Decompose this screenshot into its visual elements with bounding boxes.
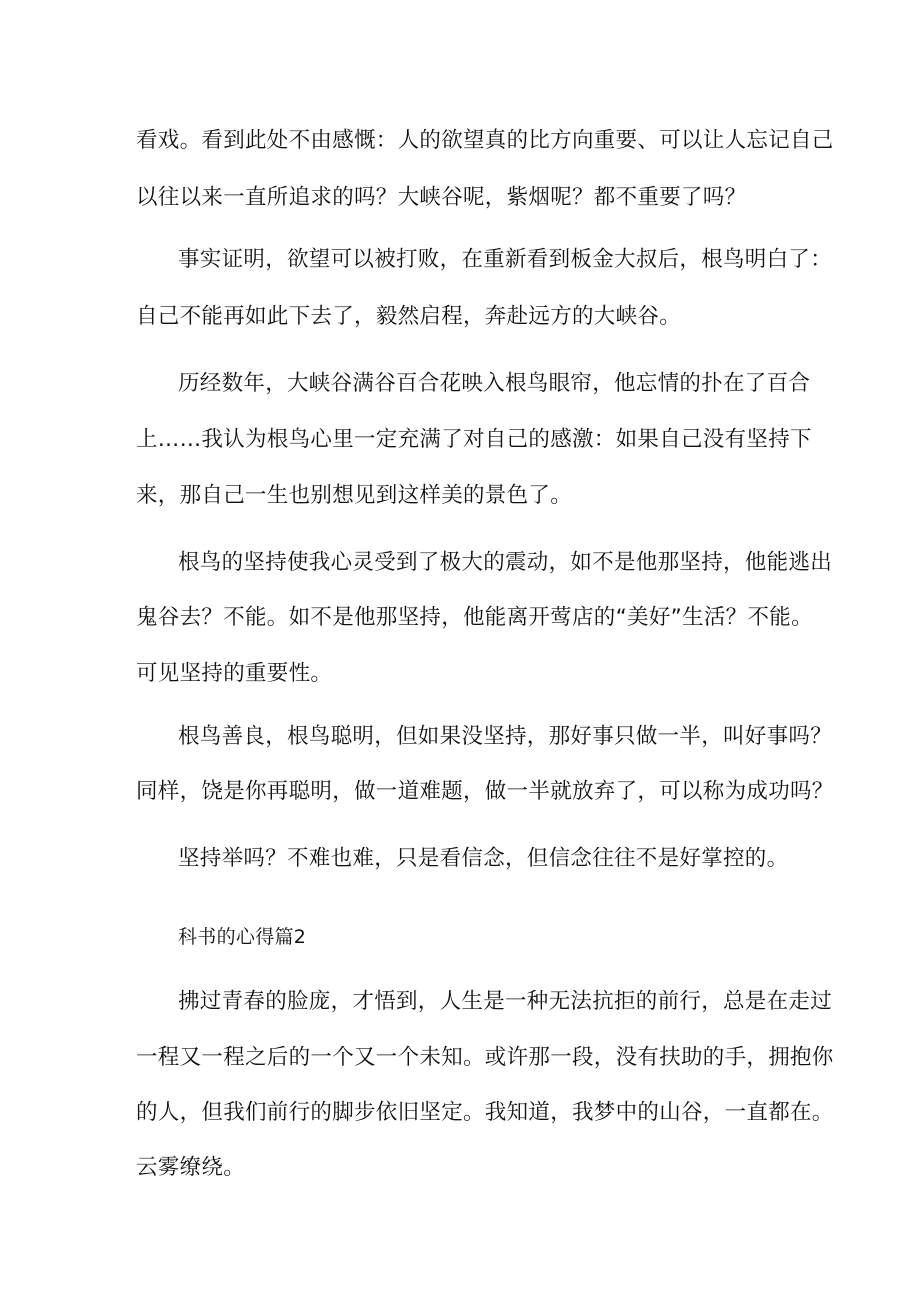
- closing-paragraph-line-4: 云雾缭绕。: [136, 1155, 246, 1180]
- paragraph-6-line-1: 坚持举吗？不难也难，只是看信念，但信念往往不是好掌控的。: [178, 846, 789, 871]
- paragraph-1-line-1: 看戏。看到此处不由感慨：人的欲望真的比方向重要、可以让人忘记自己: [136, 128, 834, 153]
- paragraph-5-line-1: 根鸟善良，根鸟聪明，但如果没坚持，那好事只做一半，叫好事吗？: [178, 724, 833, 749]
- paragraph-2-line-1: 事实证明，欲望可以被打败，在重新看到板金大叔后，根鸟明白了：: [178, 247, 833, 272]
- paragraph-5-line-2: 同样，饶是你再聪明，做一道难题，做一半就放弃了，可以称为成功吗？: [136, 779, 834, 804]
- closing-paragraph-line-2: 一程又一程之后的一个又一个未知。或许那一段，没有扶助的手，拥抱你: [136, 1045, 834, 1070]
- paragraph-4-line-2: 鬼谷去？不能。如不是他那坚持，他能离开莺店的“美好”生活？不能。: [136, 605, 813, 630]
- closing-paragraph-line-1: 拂过青春的脸庞，才悟到，人生是一种无法抗拒的前行，总是在走过: [178, 989, 833, 1014]
- paragraph-3-line-3: 来，那自己一生也别想见到这样美的景色了。: [136, 483, 573, 508]
- paragraph-4-line-3: 可见坚持的重要性。: [136, 661, 333, 686]
- section-heading: 科书的心得篇2: [178, 926, 307, 948]
- paragraph-3-line-2: 上……我认为根鸟心里一定充满了对自己的感激：如果自己没有坚持下: [136, 427, 812, 452]
- paragraph-4-line-1: 根鸟的坚持使我心灵受到了极大的震动，如不是他那坚持，他能逃出: [178, 550, 833, 575]
- paragraph-2-line-2: 自己不能再如此下去了，毅然启程，奔赴远方的大峡谷。: [136, 304, 682, 329]
- paragraph-3-line-1: 历经数年，大峡谷满谷百合花映入根鸟眼帘，他忘情的扑在了百合: [178, 371, 811, 396]
- paragraph-1-line-2: 以往以来一直所追求的吗？大峡谷呢，紫烟呢？都不重要了吗？: [136, 185, 747, 210]
- closing-paragraph-line-3: 的人，但我们前行的脚步依旧坚定。我知道，我梦中的山谷，一直都在。: [136, 1100, 834, 1125]
